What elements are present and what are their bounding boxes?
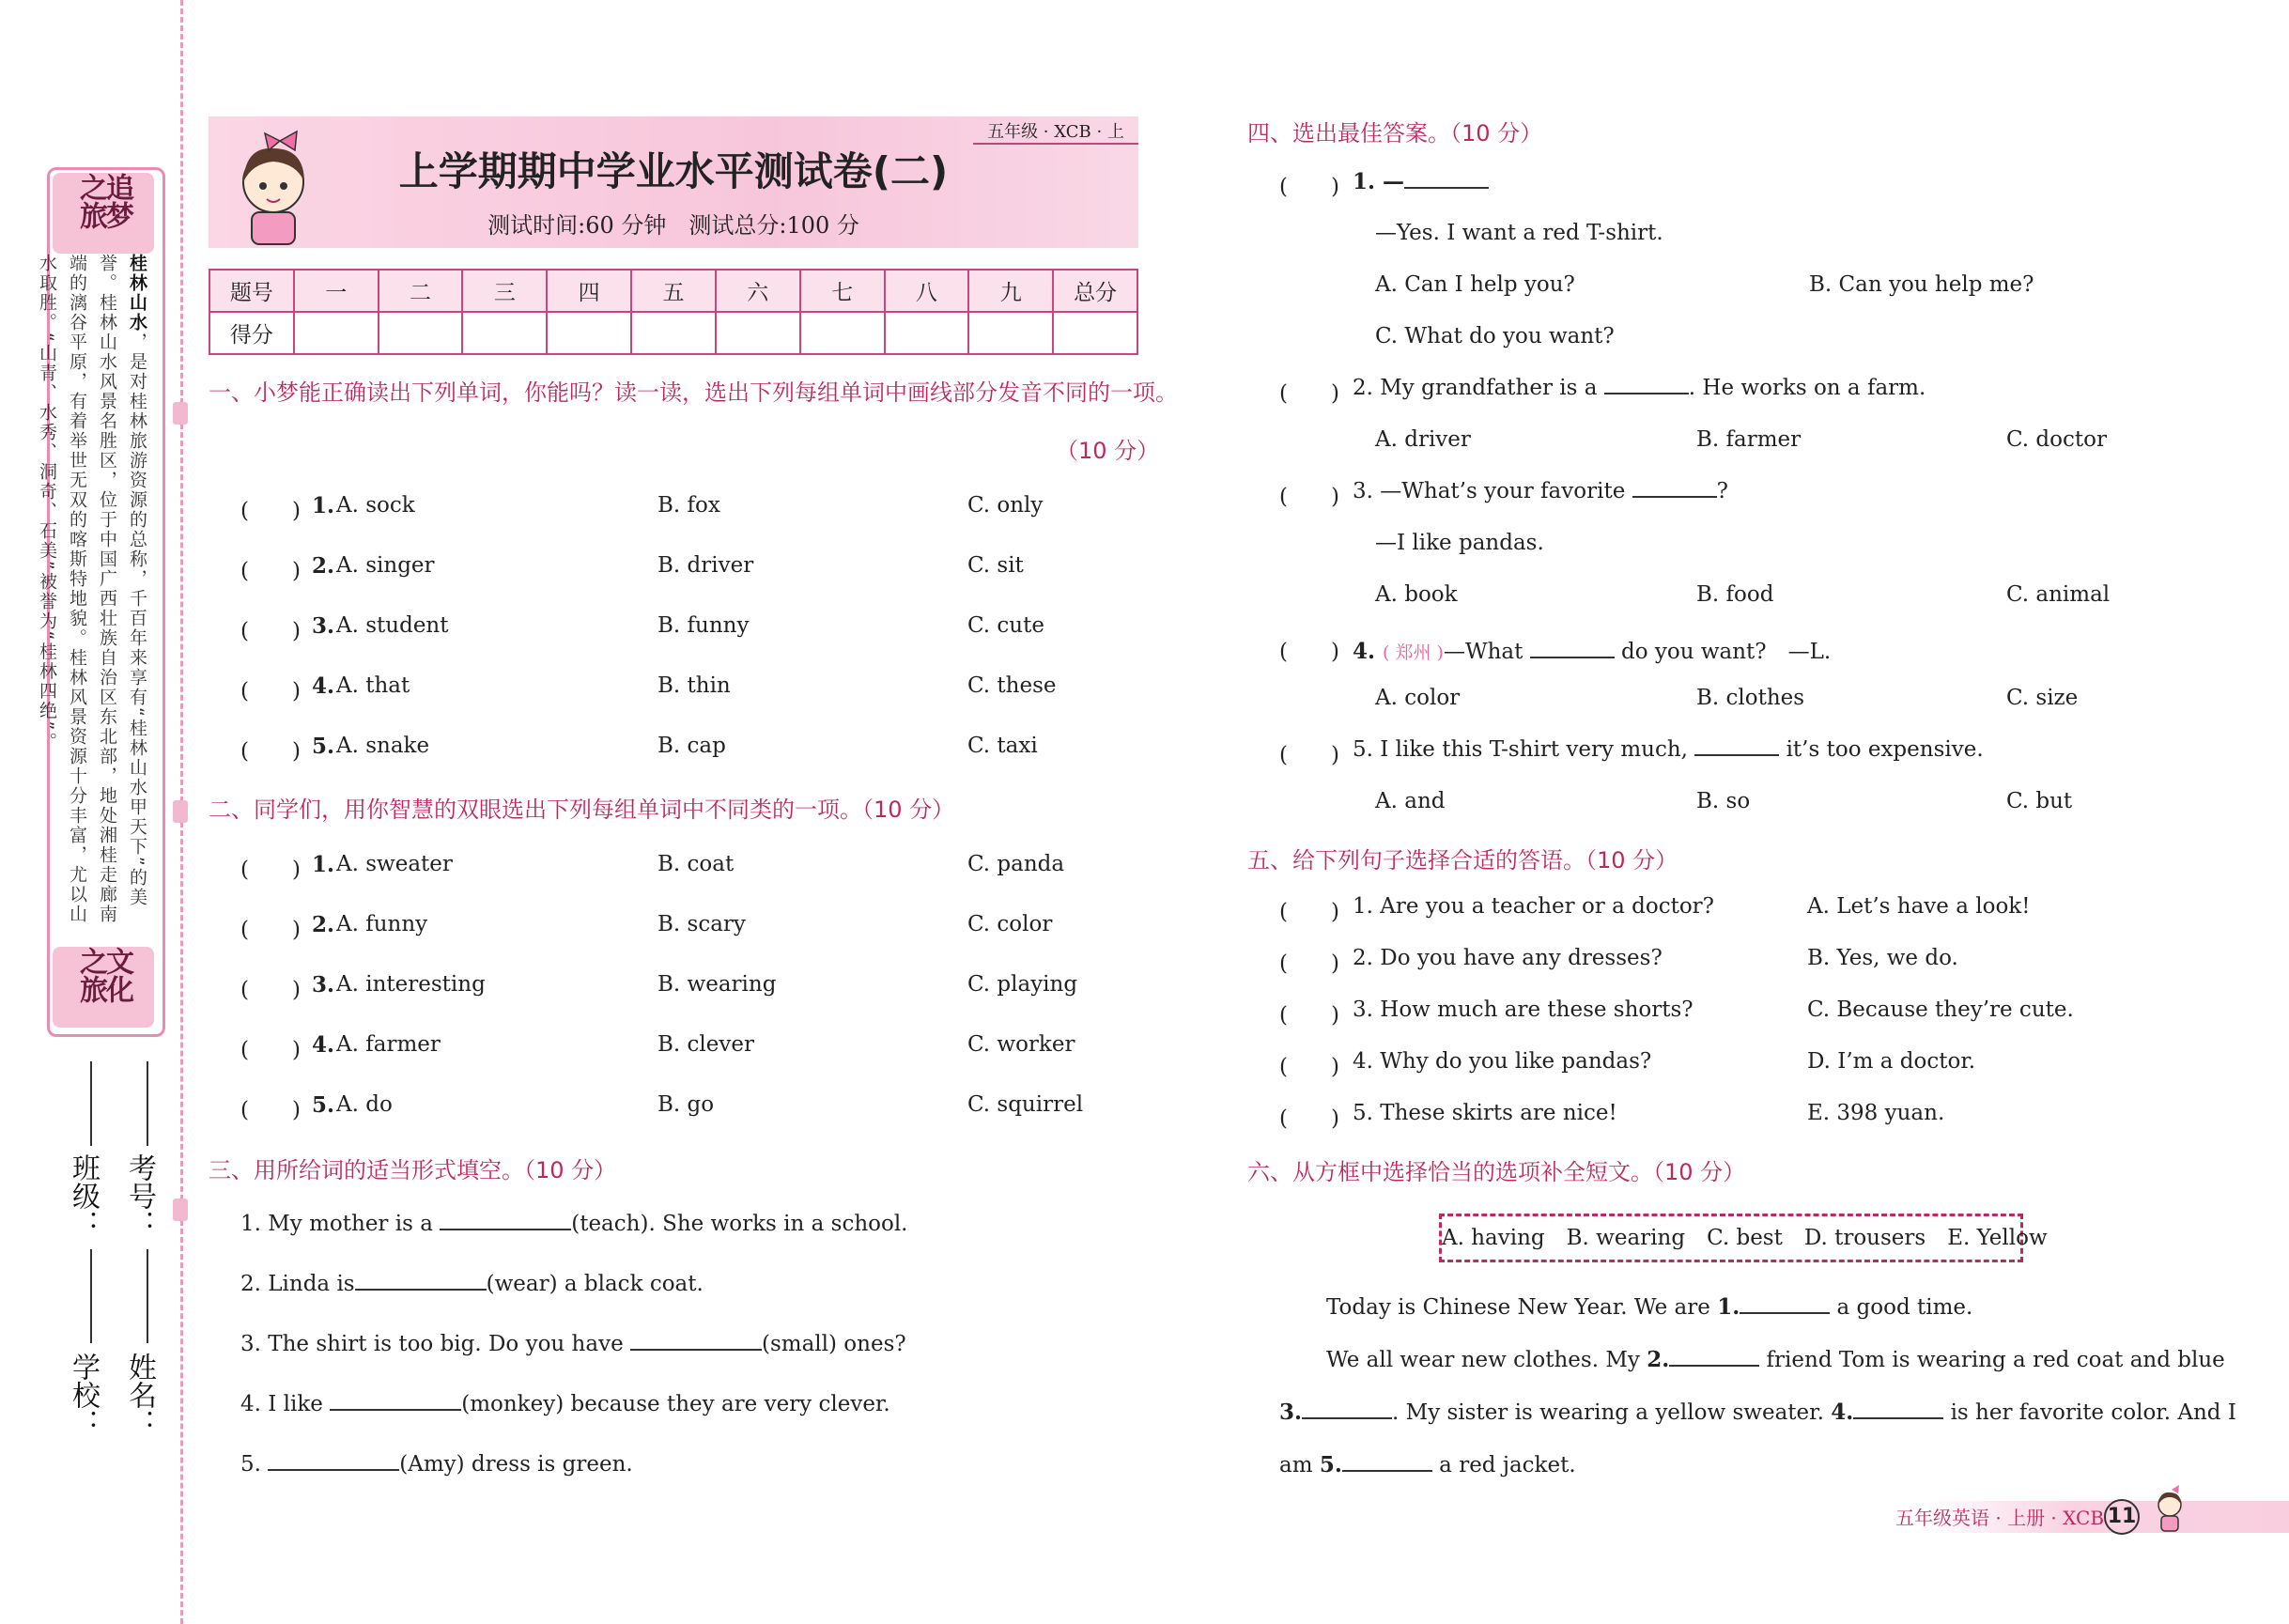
question-number: 5. (312, 734, 335, 759)
name-field[interactable] (147, 1249, 148, 1343)
answer-parens[interactable]: ( ) (1279, 1106, 1339, 1131)
score-table-header-row (209, 270, 1137, 312)
passage-line: Today is Chinese New Year. We are 1. a good time. (1326, 1294, 1973, 1320)
exam-info: 测试时间:60 分钟 测试总分:100 分 (487, 212, 859, 239)
footer-text: 五年级英语 · 上册 · XCB (1895, 1507, 2105, 1529)
score-table-cell: 二 (379, 270, 463, 312)
option-b: B. clever (657, 1032, 754, 1057)
answer-blank[interactable] (1530, 656, 1615, 658)
question-number: 5. (312, 1092, 335, 1118)
score-input-cell[interactable] (547, 312, 631, 354)
match-question: 4. Why do you like pandas? (1353, 1049, 1652, 1074)
match-question: 2. Do you have any dresses? (1353, 946, 1663, 970)
binding-marker (173, 402, 188, 425)
match-answer: D. I’m a doctor. (1807, 1049, 1976, 1074)
match-answer: E. 398 yuan. (1807, 1101, 1945, 1125)
answer-blank[interactable] (1669, 1364, 1759, 1367)
answer-parens[interactable]: ( ) (1279, 1055, 1339, 1079)
culture-title: 桂林山水 (127, 254, 147, 333)
score-table-cell: 七 (800, 270, 885, 312)
option-b: B. driver (657, 553, 754, 578)
score-input-cell[interactable] (885, 312, 969, 354)
question-number: 2. (312, 912, 335, 937)
culture-text (37, 254, 152, 930)
match-answer: C. Because they’re cute. (1807, 998, 2074, 1022)
option-c: C. cute (967, 613, 1044, 638)
answer-parens[interactable]: ( ) (240, 559, 301, 583)
option-b: B. food (1696, 582, 1774, 607)
option-a: A. sock (336, 493, 415, 518)
section-5-title: 五、给下列句子选择合适的答语。（10 分） (1247, 847, 1678, 874)
score-input-cell[interactable] (968, 312, 1053, 354)
question-stem: 3. —What’s your favorite ? (1353, 479, 1728, 503)
option-a: A. sweater (336, 852, 453, 876)
answer-parens[interactable]: ( ) (1279, 1003, 1339, 1028)
answer-blank[interactable] (1302, 1416, 1392, 1419)
class-field[interactable] (90, 1061, 92, 1146)
option-b: B. fox (657, 493, 720, 518)
option-a: A. Can I help you? (1375, 272, 1575, 297)
option-b: B. clothes (1696, 686, 1805, 710)
dialogue-reply: —Yes. I want a red T-shirt. (1375, 221, 1663, 245)
question-stem: 2. My grandfather is a . He works on a farm. (1353, 376, 1926, 400)
answer-blank[interactable] (268, 1468, 399, 1471)
question-number: 4. (312, 673, 335, 699)
option-a: A. driver (1375, 427, 1471, 452)
answer-parens[interactable]: ( ) (240, 1038, 301, 1062)
dialogue-reply: —I like pandas. (1375, 531, 1544, 555)
name-label: 姓名： (123, 1353, 156, 1437)
option-b: B. so (1696, 789, 1751, 813)
option-c: C. animal (2006, 582, 2111, 607)
option-c: C. taxi (967, 734, 1038, 758)
answer-parens[interactable]: ( ) (240, 858, 301, 882)
question-number: 1. (312, 852, 335, 877)
answer-parens[interactable]: ( ) (1279, 951, 1339, 976)
section-6-title: 六、从方框中选择恰当的选项补全短文。（10 分） (1247, 1159, 1746, 1185)
question-stem: 5. I like this T-shirt very much, it’s too expensive. (1353, 737, 1984, 762)
word-options-box: A. having B. wearing C. best D. trousers E. Yellow (1439, 1214, 2023, 1262)
score-table-cell: 八 (885, 270, 969, 312)
page-number: 11 (2104, 1499, 2140, 1535)
answer-parens[interactable]: ( ) (1279, 900, 1339, 924)
answer-parens[interactable]: ( ) (1279, 743, 1339, 767)
option-c: C. size (2006, 686, 2079, 710)
question-stem: 4. ( 郑州 )—What do you want? —L. (1353, 639, 1832, 664)
match-answer: B. Yes, we do. (1807, 946, 1958, 970)
answer-blank[interactable] (440, 1228, 571, 1230)
score-input-cell[interactable] (716, 312, 800, 354)
answer-parens[interactable]: ( ) (240, 918, 301, 942)
answer-blank[interactable] (1853, 1416, 1943, 1419)
option-a: A. snake (336, 734, 430, 758)
option-b: B. scary (657, 912, 746, 936)
fill-blank-question: 4. I like (monkey) because they are very clever. (240, 1392, 890, 1416)
answer-blank[interactable] (1740, 1311, 1830, 1314)
option-a: A. color (1375, 686, 1461, 710)
school-field[interactable] (90, 1249, 92, 1343)
option-a: A. and (1375, 789, 1446, 813)
exam-no-field[interactable] (147, 1061, 148, 1146)
option-a: A. that (336, 673, 410, 698)
answer-blank[interactable] (630, 1348, 762, 1351)
culture-bottom-label: 文化之旅 (53, 947, 154, 1028)
source-tag: ( 郑州 ) (1383, 642, 1444, 663)
option-a: A. do (336, 1092, 393, 1117)
score-table-cell: 六 (716, 270, 800, 312)
section-2-title: 二、同学们，用你智慧的双眼选出下列每组单词中不同类的一项。（10 分） (209, 797, 955, 823)
passage-line: We all wear new clothes. My 2. friend Tom is wearing a red coat and blue (1326, 1347, 2225, 1372)
score-table-score-row (209, 312, 1137, 354)
answer-blank[interactable] (1694, 753, 1779, 756)
score-input-cell[interactable] (379, 312, 463, 354)
score-input-cell[interactable] (294, 312, 379, 354)
score-table-cell: 四 (547, 270, 631, 312)
match-question: 1. Are you a teacher or a doctor? (1353, 894, 1714, 919)
question-stem: 1. — (1353, 169, 1489, 194)
option-c: C. sit (967, 553, 1024, 578)
answer-parens[interactable]: ( ) (240, 619, 301, 643)
match-question: 3. How much are these shorts? (1353, 998, 1694, 1022)
exam-no-label: 考号： (123, 1153, 156, 1238)
question-number: 1. (312, 493, 335, 518)
score-table (209, 269, 1138, 355)
score-table-cell: 三 (462, 270, 547, 312)
answer-blank[interactable] (1404, 186, 1489, 189)
score-input-cell[interactable] (800, 312, 885, 354)
option-c: C. these (967, 673, 1057, 698)
grade-tag: 五年级 · XCB · 上 (987, 122, 1124, 142)
option-b: B. wearing (657, 972, 777, 997)
option-a: A. singer (336, 553, 435, 578)
answer-parens[interactable]: ( ) (1279, 175, 1339, 199)
fill-blank-question: 1. My mother is a (teach). She works in a school. (240, 1212, 908, 1236)
match-question: 5. These skirts are nice! (1353, 1101, 1617, 1125)
fill-blank-question: 3. The shirt is too big. Do you have (small) ones? (240, 1332, 906, 1356)
question-number: 4. (312, 1032, 335, 1058)
answer-parens[interactable]: ( ) (1279, 381, 1339, 406)
question-number: 2. (312, 553, 335, 579)
answer-parens[interactable]: ( ) (240, 679, 301, 704)
option-c: C. but (2006, 789, 2073, 813)
score-table-cell: 五 (631, 270, 716, 312)
option-a: A. student (336, 613, 449, 638)
cartoon-girl-icon (2151, 1484, 2188, 1533)
option-b: B. thin (657, 673, 731, 698)
match-answer: A. Let’s have a look! (1807, 894, 2031, 919)
option-b: B. farmer (1696, 427, 1802, 452)
score-table-cell: 题号 (209, 270, 294, 312)
option-c: C. playing (967, 972, 1078, 997)
option-c: C. color (967, 912, 1053, 936)
culture-body: ，是对桂林旅游资源的总称，千百年来享有“桂林山水甲天下”的美誉。桂林山水风景名胜区，位于中国广西壮族自治区东北部，地处湘桂走廊南端的漓谷平原，有着举世无双的喀斯特地貌。桂林风景资源十分丰富，尤以山水取胜。“山青、水秀、洞奇、石美”被誉为“桂林四绝”。 (37, 254, 147, 924)
answer-parens[interactable]: ( ) (1279, 640, 1339, 664)
binding-marker (173, 1199, 188, 1221)
fill-blank-question: 5. (Amy) dress is green. (240, 1452, 633, 1477)
score-table-cell: 总分 (1053, 270, 1137, 312)
page-title: 上学期期中学业水平测试卷(二) (398, 148, 949, 194)
passage-line: 3. . My sister is wearing a yellow sweater. 4. is her favorite color. And I (1279, 1400, 2236, 1425)
option-a: A. interesting (336, 972, 486, 997)
passage-line: am 5. a red jacket. (1279, 1452, 1576, 1477)
option-c: C. What do you want? (1375, 324, 1615, 348)
answer-parens[interactable]: ( ) (240, 499, 301, 523)
answer-blank[interactable] (1632, 495, 1717, 498)
score-table-cell: 九 (968, 270, 1053, 312)
option-c: C. worker (967, 1032, 1075, 1057)
answer-blank[interactable] (330, 1408, 461, 1411)
option-c: C. squirrel (967, 1092, 1084, 1117)
score-table-cell: 得分 (209, 312, 294, 354)
class-label: 班级： (67, 1153, 100, 1238)
answer-blank[interactable] (355, 1288, 487, 1291)
section-3-title: 三、用所给词的适当形式填空。（10 分） (209, 1157, 617, 1183)
question-number: 3. (312, 613, 335, 639)
section-1-title: 一、小梦能正确读出下列单词，你能吗？读一读，选出下列每组单词中画线部分发音不同的一项。 (209, 379, 1178, 406)
school-label: 学校： (67, 1353, 100, 1437)
answer-blank[interactable] (1342, 1469, 1432, 1472)
score-input-cell[interactable] (631, 312, 716, 354)
score-input-cell[interactable] (462, 312, 547, 354)
score-table-cell: 一 (294, 270, 379, 312)
score-input-cell[interactable] (1053, 312, 1137, 354)
answer-blank[interactable] (1604, 392, 1689, 394)
option-b: B. Can you help me? (1809, 272, 2034, 297)
binding-marker (173, 800, 188, 823)
section-4-title: 四、选出最佳答案。（10 分） (1247, 120, 1543, 147)
culture-top-label: 追梦之旅 (53, 173, 154, 254)
option-c: C. doctor (2006, 427, 2107, 452)
answer-parens[interactable]: ( ) (240, 978, 301, 1002)
option-b: B. funny (657, 613, 750, 638)
option-c: C. only (967, 493, 1044, 518)
option-b: B. coat (657, 852, 735, 876)
answer-parens[interactable]: ( ) (240, 739, 301, 764)
option-c: C. panda (967, 852, 1065, 876)
answer-parens[interactable]: ( ) (240, 1098, 301, 1122)
answer-parens[interactable]: ( ) (1279, 485, 1339, 509)
option-a: A. funny (336, 912, 428, 936)
option-a: A. book (1375, 582, 1458, 607)
section-1-score: （10 分） (1056, 438, 1160, 464)
fill-blank-question: 2. Linda is (wear) a black coat. (240, 1272, 704, 1296)
option-a: A. farmer (336, 1032, 441, 1057)
question-number: 3. (312, 972, 335, 998)
option-b: B. cap (657, 734, 726, 758)
option-b: B. go (657, 1092, 715, 1117)
